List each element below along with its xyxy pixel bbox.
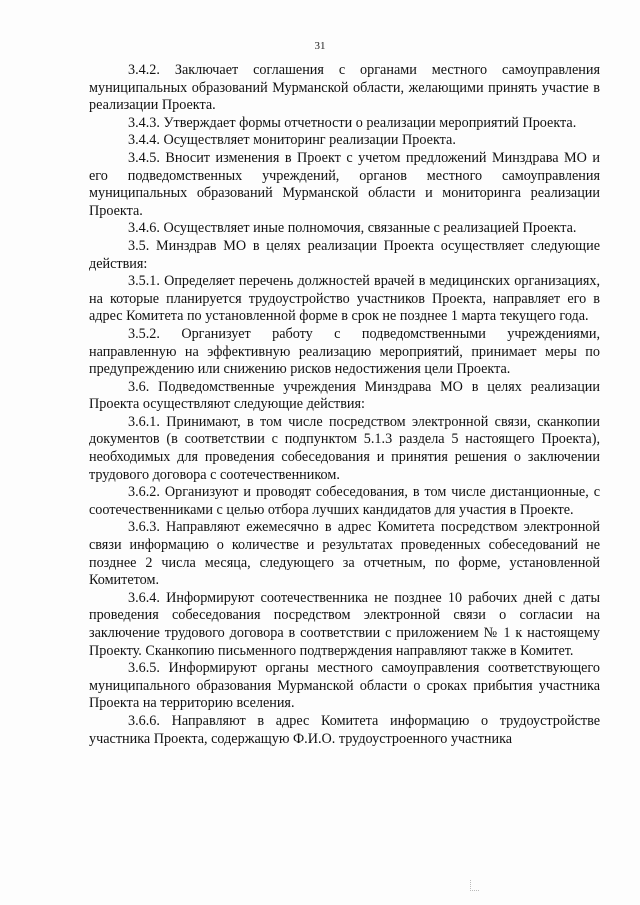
paragraph-3-4-6: 3.4.6. Осуществляет иные полномочия, связанные с реализацией Проекта.: [128, 220, 577, 237]
paragraph-3-5-1: 3.5.1. Определяет перечень должностей врачей в медицинских организациях, на которые планируется трудоустройство участников Проекта, направляет его в адрес Комитета по установленной форме в срок не позднее 1 марта текущего года.: [89, 273, 600, 325]
paragraph-3-4-3: 3.4.3. Утверждает формы отчетности о реализации мероприятий Проекта.: [128, 114, 577, 131]
paragraph-3-6: 3.6. Подведомственные учреждения Минздрава МО в целях реализации Проекта осуществляют следующие действия:: [89, 378, 600, 413]
paragraph-3-4-4: 3.4.4. Осуществляет мониторинг реализации Проекта.: [128, 132, 456, 149]
scan-mark: [470, 880, 479, 891]
page-number: 31: [314, 40, 326, 52]
paragraph-3-6-2: 3.6.2. Организуют и проводят собеседования, в том числе дистанционные, с соотечественниками с целью отбора лучших кандидатов для участия в Проекте.: [89, 484, 600, 518]
paragraph-3-4-5: 3.4.5. Вносит изменения в Проект с учетом предложений Минздрава МО и его подведомственных учреждений, органов местного самоуправления муниципальных образований Мурманской области и мониторинга реализации Проекта.: [89, 149, 600, 219]
document-body: [89, 62, 600, 748]
paragraph-3-6-5: 3.6.5. Информируют органы местного самоуправления соответствующего муниципального образования Мурманской области о сроках прибытия участника Проекта на территорию вселения.: [89, 660, 600, 712]
paragraph-3-4-2: 3.4.2. Заключает соглашения с органами местного самоуправления муниципальных образований Мурманской области, желающими принять участие в реализации Проекта.: [89, 62, 600, 114]
paragraph-3-6-4: 3.6.4. Информируют соотечественника не позднее 10 рабочих дней с даты проведения собеседования посредством электронной связи о согласии на заключение трудового договора в соответствии с приложением № 1 к настоящему Проекту. Сканкопию письменного подтверждения направляют также в Комитет.: [89, 589, 600, 659]
paragraph-3-6-3: 3.6.3. Направляют ежемесячно в адрес Комитета посредством электронной связи информацию о количестве и результатах проведенных собеседований не позднее 2 числа месяца, следующего за отчетным, по форме, установленной Комитетом.: [89, 519, 600, 589]
paragraph-3-6-6: 3.6.6. Направляют в адрес Комитета информацию о трудоустройстве участника Проекта, содержащую Ф.И.О. трудоустроенного участника: [89, 712, 600, 747]
paragraph-3-6-1: 3.6.1. Принимают, в том числе посредством электронной связи, сканкопии документов (в соответствии с подпунктом 5.1.3 раздела 5 настоящего Проекта), необходимых для проведения собеседования и принятия решения о заключении трудового договора с соотечественником.: [89, 413, 600, 483]
paragraph-3-5: 3.5. Минздрав МО в целях реализации Проекта осуществляет следующие действия:: [89, 237, 600, 272]
paragraph-3-5-2: 3.5.2. Организует работу с подведомственными учреждениями, направленную на эффективную реализацию мероприятий, принимает меры по предупреждению или снижению рисков недостижения цели Проекта.: [89, 325, 600, 378]
